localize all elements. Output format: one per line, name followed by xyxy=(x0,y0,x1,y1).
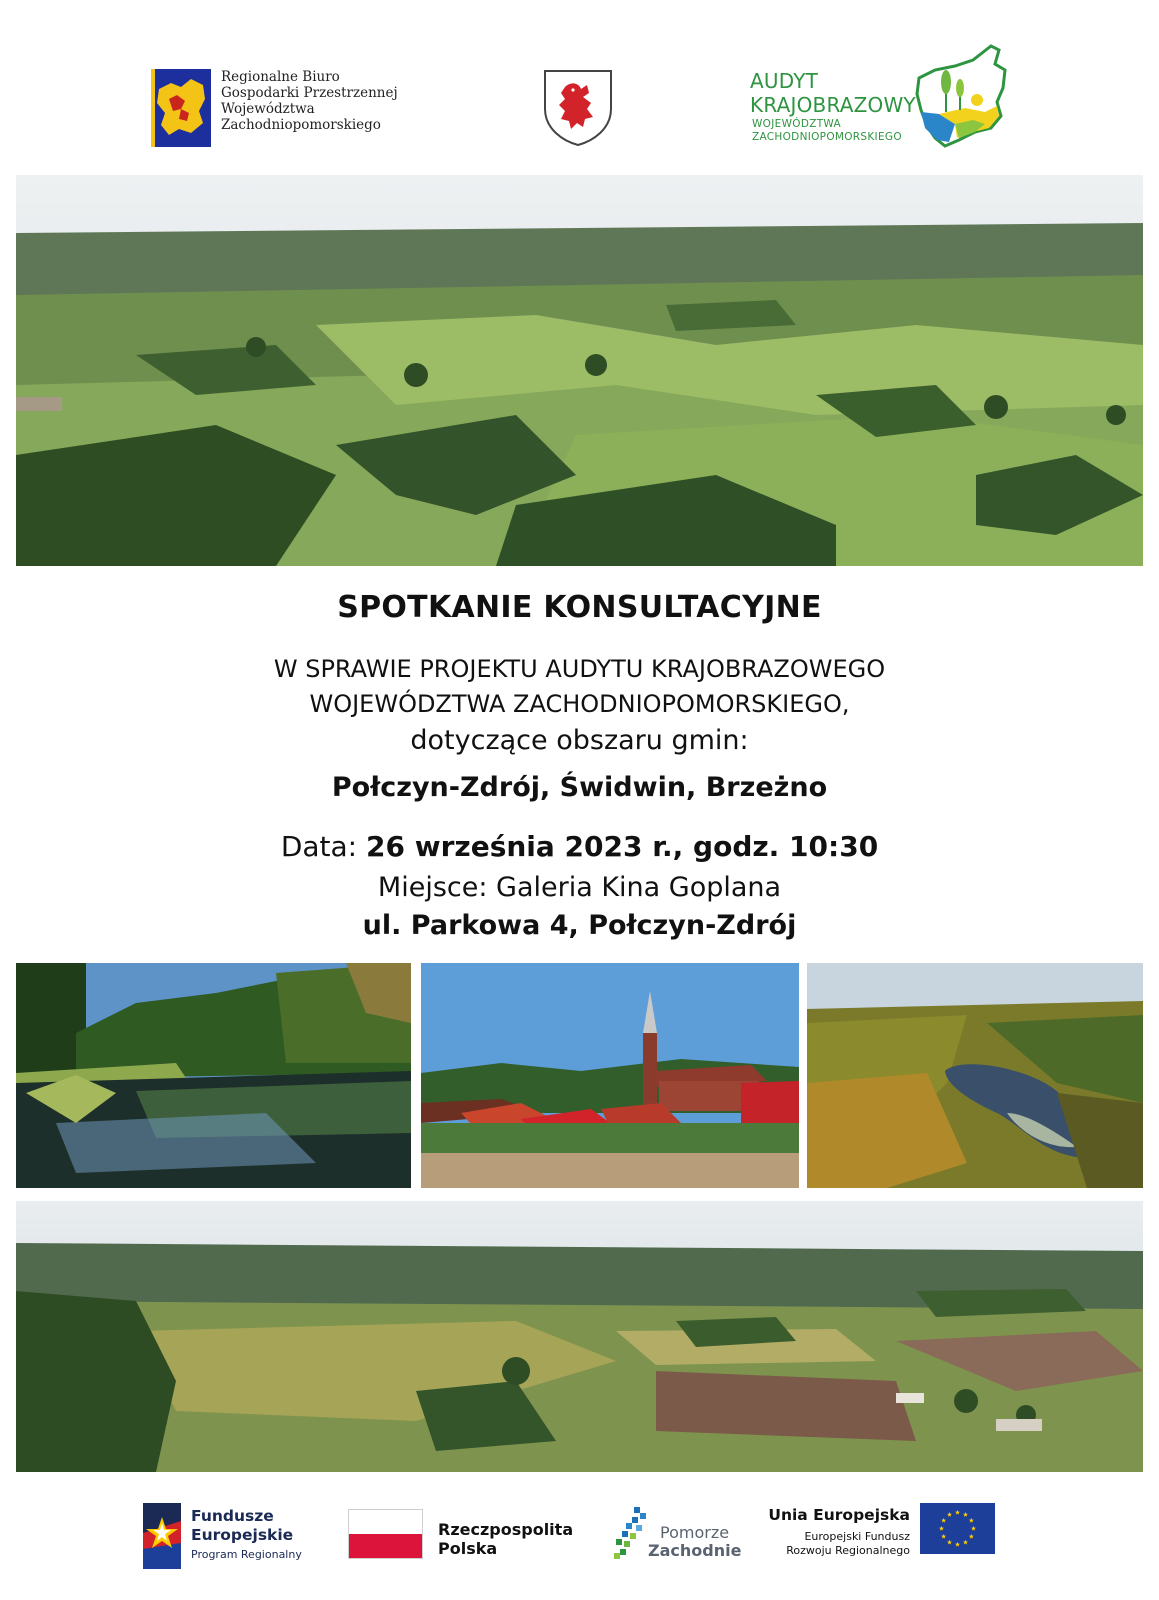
rbgp-line-1: Regionalne Biuro xyxy=(221,69,340,85)
fe-line-3: Program Regionalny xyxy=(191,1548,302,1561)
landscape-photo-top xyxy=(16,175,1143,566)
griffin-coat-of-arms-icon xyxy=(543,69,613,147)
rbgp-logo xyxy=(151,69,398,149)
rbgp-line-3: Województwa xyxy=(221,101,315,117)
event-place: Miejsce: Galeria Kina Goplana xyxy=(377,872,782,903)
rbgp-line-4: Zachodniopomorskiego xyxy=(221,117,381,133)
subtitle-line-3: dotyczące obszaru gmin: xyxy=(410,725,749,756)
header-logos xyxy=(0,0,1159,175)
date-value: 26 września 2023 r., godz. 10:30 xyxy=(366,830,879,863)
eu-flag-icon xyxy=(920,1503,995,1554)
rp-line-2: Polska xyxy=(438,1539,498,1558)
pz-pixel-emblem-icon xyxy=(612,1505,652,1561)
polish-flag-icon xyxy=(348,1509,423,1559)
rbgp-name xyxy=(221,69,398,133)
audyt-logo xyxy=(750,42,1010,152)
event-title: SPOTKANIE KONSULTACYJNE xyxy=(337,590,822,625)
rbgp-line-2: Gospodarki Przestrzennej xyxy=(221,85,398,101)
region-map-icon xyxy=(915,42,1010,150)
municipalities: Połczyn-Zdrój, Świdwin, Brzeżno xyxy=(331,772,828,803)
ue-line-1: Unia Europejska xyxy=(768,1506,910,1524)
landscape-photo-bottom xyxy=(16,1201,1143,1472)
subtitle-line-1: W SPRAWIE PROJEKTU AUDYTU KRAJOBRAZOWEGO xyxy=(273,655,886,683)
unia-europejska-logo xyxy=(770,1503,1010,1569)
event-address: ul. Parkowa 4, Połczyn-Zdrój xyxy=(362,910,797,941)
forest-lake-photo xyxy=(807,963,1143,1188)
pz-line-1: Pomorze xyxy=(660,1523,730,1542)
footer-logos xyxy=(0,1495,1159,1575)
fe-line-2: Europejskie xyxy=(191,1526,294,1544)
fe-star-icon xyxy=(143,1503,181,1569)
rp-line-1: Rzeczpospolita xyxy=(438,1520,574,1539)
audyt-line-1: AUDYT xyxy=(750,69,819,93)
ue-line-2: Europejski Fundusz xyxy=(804,1530,910,1543)
rbgp-emblem-icon xyxy=(151,69,211,147)
subtitle-line-2: WOJEWÓDZTWA ZACHODNIOPOMORSKIEGO, xyxy=(309,690,850,718)
ue-line-3: Rozwoju Regionalnego xyxy=(786,1544,910,1557)
village-church-photo xyxy=(421,963,799,1188)
pz-line-2: Zachodnie xyxy=(648,1541,742,1560)
fundusze-europejskie-logo xyxy=(143,1503,323,1571)
pond-photo xyxy=(16,963,411,1188)
date-label: Data: xyxy=(280,830,367,863)
pomorze-zachodnie-logo xyxy=(612,1505,742,1567)
audyt-line-3: WOJEWÓDZTWA xyxy=(752,118,842,130)
fe-line-1: Fundusze xyxy=(191,1507,274,1525)
audyt-line-4: ZACHODNIOPOMORSKIEGO xyxy=(752,131,902,143)
event-date xyxy=(0,830,1159,863)
audyt-line-2: KRAJOBRAZOWY xyxy=(750,93,916,117)
rzeczpospolita-polska-logo xyxy=(348,1509,578,1563)
